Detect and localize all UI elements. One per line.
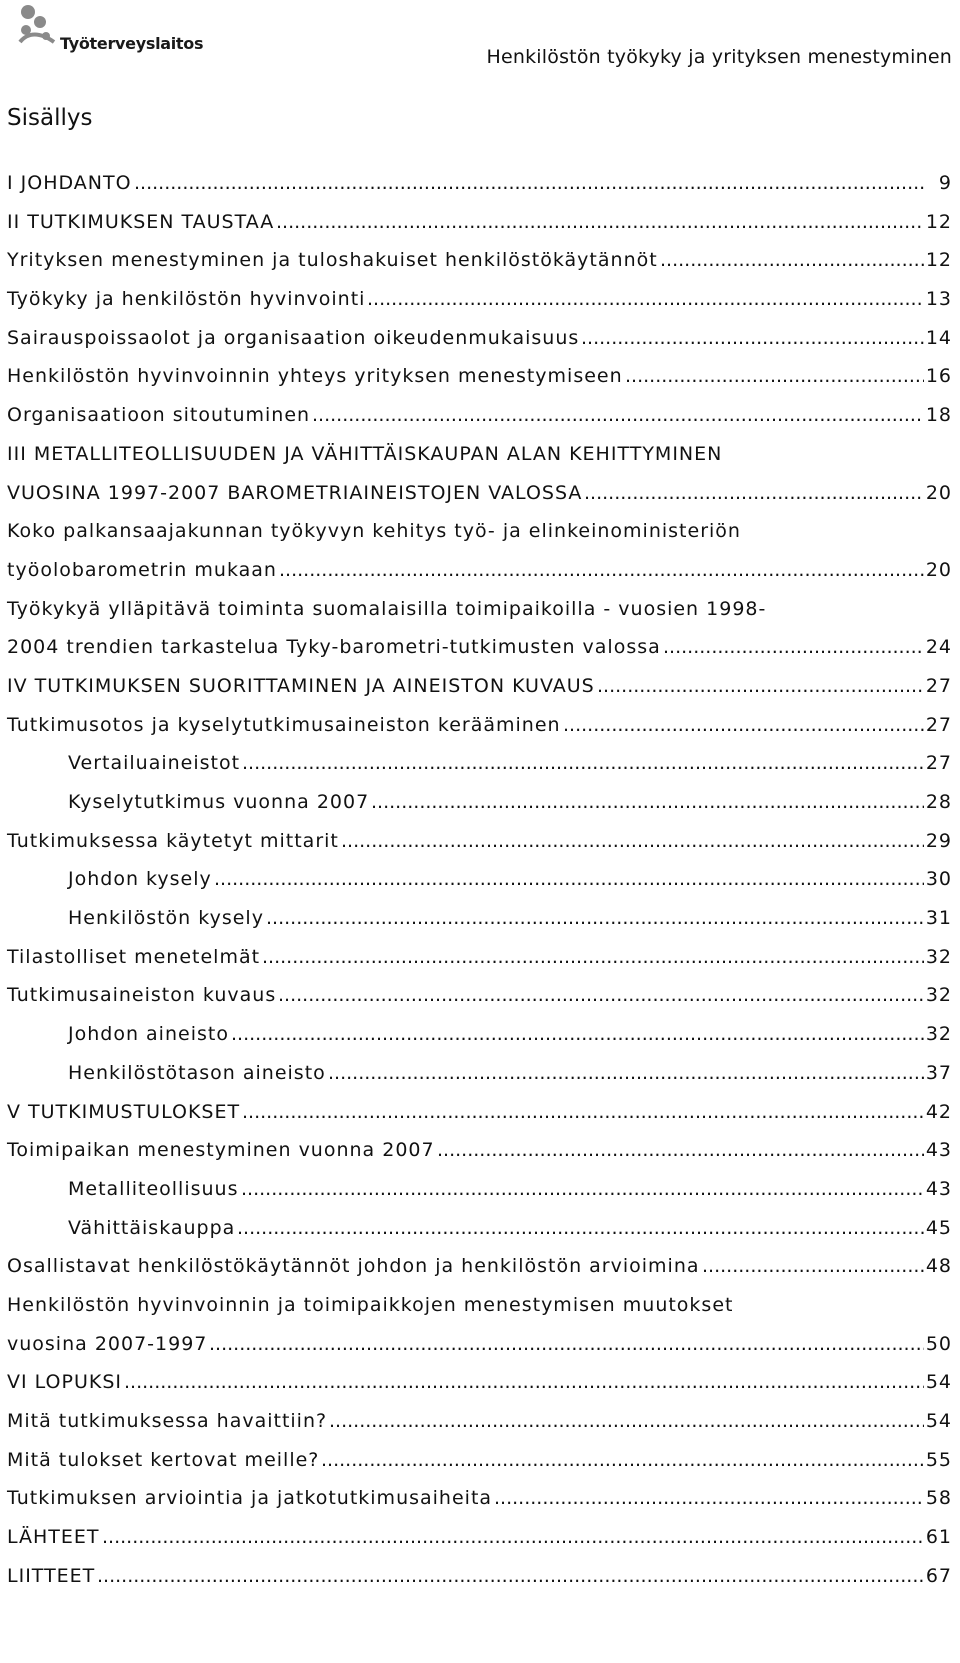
- toc-leader-dots: [97, 1557, 924, 1596]
- toc-leader-dots: [276, 203, 924, 242]
- toc-leader-dots: [242, 744, 924, 783]
- toc-entry-label: Henkilöstön kysely: [68, 907, 264, 930]
- toc-entry[interactable]: [0, 1325, 960, 1364]
- toc-leader-dots: [437, 1131, 924, 1170]
- toc-leader-dots: [702, 1247, 924, 1286]
- toc-entry-label: työolobarometrin mukaan: [7, 558, 277, 581]
- toc-entry-page: 32: [925, 1023, 952, 1046]
- toc-entry-page: 16: [925, 365, 952, 388]
- toc-entry-page: 9: [938, 172, 952, 194]
- toc-entry-label: Tutkimusotos ja kyselytutkimusaineiston kerääminen: [7, 713, 561, 736]
- toc-entry[interactable]: [0, 319, 960, 358]
- toc-entry-page: 50: [925, 1332, 952, 1355]
- toc-entry[interactable]: [0, 164, 960, 203]
- toc-entry[interactable]: [0, 590, 960, 629]
- toc-entry[interactable]: [0, 1479, 960, 1518]
- toc-leader-dots: [266, 899, 924, 938]
- toc-leader-dots: [278, 976, 924, 1015]
- toc-entry-page: 54: [925, 1410, 952, 1432]
- toc-entry-label: Johdon kysely: [68, 868, 212, 891]
- toc-entry-label: Työkyky ja henkilöstön hyvinvointi: [7, 288, 366, 311]
- toc-entry[interactable]: [0, 1170, 960, 1209]
- toc-entry[interactable]: [0, 976, 960, 1015]
- toc-entry-label: Tutkimuksessa käytetyt mittarit: [7, 829, 339, 852]
- toc-leader-dots: [581, 319, 924, 358]
- toc-entry-page: 28: [925, 791, 952, 813]
- toc-entry-page: 12: [925, 249, 952, 272]
- toc-entry-page: 20: [925, 558, 952, 581]
- toc-entry-page: 43: [925, 1139, 952, 1162]
- toc-entry-page: 32: [925, 945, 952, 968]
- toc-entry-page: 61: [925, 1526, 952, 1549]
- toc-leader-dots: [597, 667, 924, 706]
- toc-leader-dots: [237, 1209, 924, 1248]
- toc-entry-label: Sairauspoissaolot ja organisaation oikeudenmukaisuus: [7, 326, 580, 349]
- toc-entry[interactable]: [0, 1286, 960, 1325]
- toc-entry[interactable]: [0, 1518, 960, 1557]
- toc-leader-dots: [279, 551, 924, 590]
- toc-entry-page: 30: [925, 868, 952, 891]
- toc-entry-label: Henkilöstön hyvinvoinnin yhteys yrityksen menestymiseen: [7, 365, 623, 388]
- toc-entry-page: 29: [925, 829, 952, 852]
- toc-entry[interactable]: [0, 435, 960, 474]
- toc-leader-dots: [124, 1363, 924, 1402]
- toc-entry-page: 27: [925, 674, 952, 697]
- toc-leader-dots: [242, 1093, 924, 1132]
- toc-entry-label: VI LOPUKSI: [7, 1371, 122, 1394]
- toc-leader-dots: [367, 280, 924, 319]
- toc-entry-label: Yrityksen menestyminen ja tuloshakuiset henkilöstökäytännöt: [7, 249, 658, 272]
- toc-leader-dots: [328, 1054, 924, 1093]
- toc-entry[interactable]: [0, 1209, 960, 1248]
- toc-entry-page: 67: [925, 1564, 952, 1587]
- toc-entry-label: Toimipaikan menestyminen vuonna 2007: [7, 1139, 435, 1162]
- toc-entry-page: 32: [925, 984, 952, 1007]
- toc-entry-label: Vähittäiskauppa: [68, 1216, 236, 1239]
- toc-entry-label: Työkykyä ylläpitävä toiminta suomalaisilla toimipaikoilla - vuosien 1998-: [7, 597, 767, 620]
- toc-leader-dots: [371, 783, 924, 822]
- toc-entry-label: Koko palkansaajakunnan työkyvyn kehitys työ- ja elinkeinoministeriön: [7, 520, 741, 543]
- toc-entry-label: I JOHDANTO: [7, 172, 132, 194]
- toc-entry-label: II TUTKIMUKSEN TAUSTAA: [7, 210, 275, 233]
- toc-entry[interactable]: [0, 1247, 960, 1286]
- toc-entry-label: Vertailuaineistot: [68, 752, 241, 775]
- toc-entry[interactable]: [0, 1015, 960, 1054]
- toc-entry-page: 14: [925, 326, 952, 349]
- toc-entry[interactable]: [0, 203, 960, 242]
- publisher-logo: [14, 0, 204, 60]
- toc-leader-dots: [231, 1015, 924, 1054]
- toc-entry[interactable]: [0, 860, 960, 899]
- toc-entry[interactable]: [0, 1131, 960, 1170]
- toc-leader-dots: [663, 628, 924, 667]
- toc-entry[interactable]: [0, 357, 960, 396]
- toc-leader-dots: [134, 164, 924, 203]
- toc-entry-label: V TUTKIMUSTULOKSET: [7, 1100, 241, 1123]
- toc-entry-page: 58: [925, 1487, 952, 1510]
- toc-entry-label: Organisaatioon sitoutuminen: [7, 404, 311, 427]
- toc-leader-dots: [660, 241, 924, 280]
- toc-entry-page: 13: [925, 288, 952, 311]
- toc-entry-label: Tutkimuksen arviointia ja jatkotutkimusaiheita: [7, 1487, 493, 1510]
- toc-entry-label: LIITTEET: [7, 1564, 96, 1587]
- toc-entry-label: LÄHTEET: [7, 1526, 100, 1549]
- toc-entry-label: Henkilöstön hyvinvoinnin ja toimipaikkojen menestymisen muutokset: [7, 1293, 734, 1316]
- toc-entry-page: 43: [925, 1177, 952, 1200]
- toc-entry-page: 48: [925, 1255, 952, 1278]
- toc-entry-page: 27: [925, 752, 952, 775]
- toc-entry-label: 2004 trendien tarkastelua Tyky-barometri-tutkimusten valossa: [7, 636, 661, 659]
- toc-entry[interactable]: [0, 396, 960, 435]
- toc-entry[interactable]: [0, 551, 960, 590]
- toc-entry-label: Kyselytutkimus vuonna 2007: [68, 791, 370, 813]
- toc-entry[interactable]: [0, 783, 960, 822]
- toc-entry-page: 45: [925, 1216, 952, 1239]
- toc-entry[interactable]: [0, 1402, 960, 1441]
- toc-leader-dots: [102, 1518, 924, 1557]
- toc-entry-page: 54: [925, 1371, 952, 1394]
- toc-entry[interactable]: [0, 744, 960, 783]
- toc-entry[interactable]: [0, 1093, 960, 1132]
- toc-leader-dots: [563, 706, 924, 745]
- toc-entry-page: 24: [925, 636, 952, 659]
- toc-entry[interactable]: [0, 474, 960, 513]
- toc-entry-label: Mitä tulokset kertovat meille?: [7, 1448, 320, 1471]
- toc-entry[interactable]: [0, 1363, 960, 1402]
- toc-leader-dots: [241, 1170, 924, 1209]
- toc-entry[interactable]: [0, 706, 960, 745]
- toc-entry-label: Mitä tutkimuksessa havaittiin?: [7, 1410, 328, 1432]
- toc-entry[interactable]: [0, 241, 960, 280]
- toc-leader-dots: [625, 357, 924, 396]
- running-header-title: Henkilöstön työkyky ja yrityksen menestyminen: [486, 46, 952, 68]
- logo-text: Työterveyslaitos: [60, 34, 204, 53]
- toc-entry-label: Tilastolliset menetelmät: [7, 945, 261, 968]
- toc-entry-label: Tutkimusaineiston kuvaus: [7, 984, 277, 1007]
- toc-leader-dots: [262, 938, 924, 977]
- toc-entry[interactable]: [0, 628, 960, 667]
- toc-entry[interactable]: [0, 899, 960, 938]
- toc-entry-page: 42: [925, 1100, 952, 1123]
- table-of-contents: [0, 164, 960, 1595]
- toc-entry[interactable]: [0, 1054, 960, 1093]
- toc-entry[interactable]: [0, 512, 960, 551]
- toc-entry[interactable]: [0, 280, 960, 319]
- toc-entry[interactable]: [0, 1441, 960, 1480]
- toc-leader-dots: [214, 860, 924, 899]
- toc-leader-dots: [494, 1479, 924, 1518]
- toc-leader-dots: [321, 1441, 924, 1480]
- toc-entry-label: VUOSINA 1997-2007 BAROMETRIAINEISTOJEN VALOSSA: [7, 481, 583, 504]
- toc-leader-dots: [584, 474, 924, 513]
- toc-entry-label: vuosina 2007-1997: [7, 1332, 208, 1355]
- toc-entry[interactable]: [0, 667, 960, 706]
- toc-entry-page: 18: [925, 404, 952, 427]
- toc-entry-page: 37: [925, 1061, 952, 1084]
- toc-entry-page: 20: [925, 481, 952, 504]
- toc-entry[interactable]: [0, 1557, 960, 1596]
- toc-entry[interactable]: [0, 822, 960, 861]
- toc-entry-label: IV TUTKIMUKSEN SUORITTAMINEN JA AINEISTON KUVAUS: [7, 674, 595, 697]
- toc-leader-dots: [329, 1402, 924, 1441]
- toc-entry-page: 31: [925, 907, 952, 930]
- toc-entry-label: Osallistavat henkilöstökäytännöt johdon ja henkilöstön arvioimina: [7, 1255, 700, 1278]
- toc-entry-page: 12: [925, 210, 952, 233]
- toc-entry-label: III METALLITEOLLISUUDEN JA VÄHITTÄISKAUPAN ALAN KEHITTYMINEN: [7, 442, 723, 465]
- logo-mark-icon: [14, 2, 58, 46]
- toc-entry-page: 27: [925, 713, 952, 736]
- toc-entry-label: Johdon aineisto: [68, 1023, 229, 1046]
- toc-entry-page: 55: [925, 1448, 952, 1471]
- toc-entry-label: Henkilöstötason aineisto: [68, 1061, 326, 1084]
- toc-leader-dots: [312, 396, 924, 435]
- toc-leader-dots: [341, 822, 924, 861]
- toc-entry[interactable]: [0, 938, 960, 977]
- page-title: Sisällys: [7, 105, 93, 131]
- toc-leader-dots: [209, 1325, 924, 1364]
- toc-entry-label: Metalliteollisuus: [68, 1177, 239, 1200]
